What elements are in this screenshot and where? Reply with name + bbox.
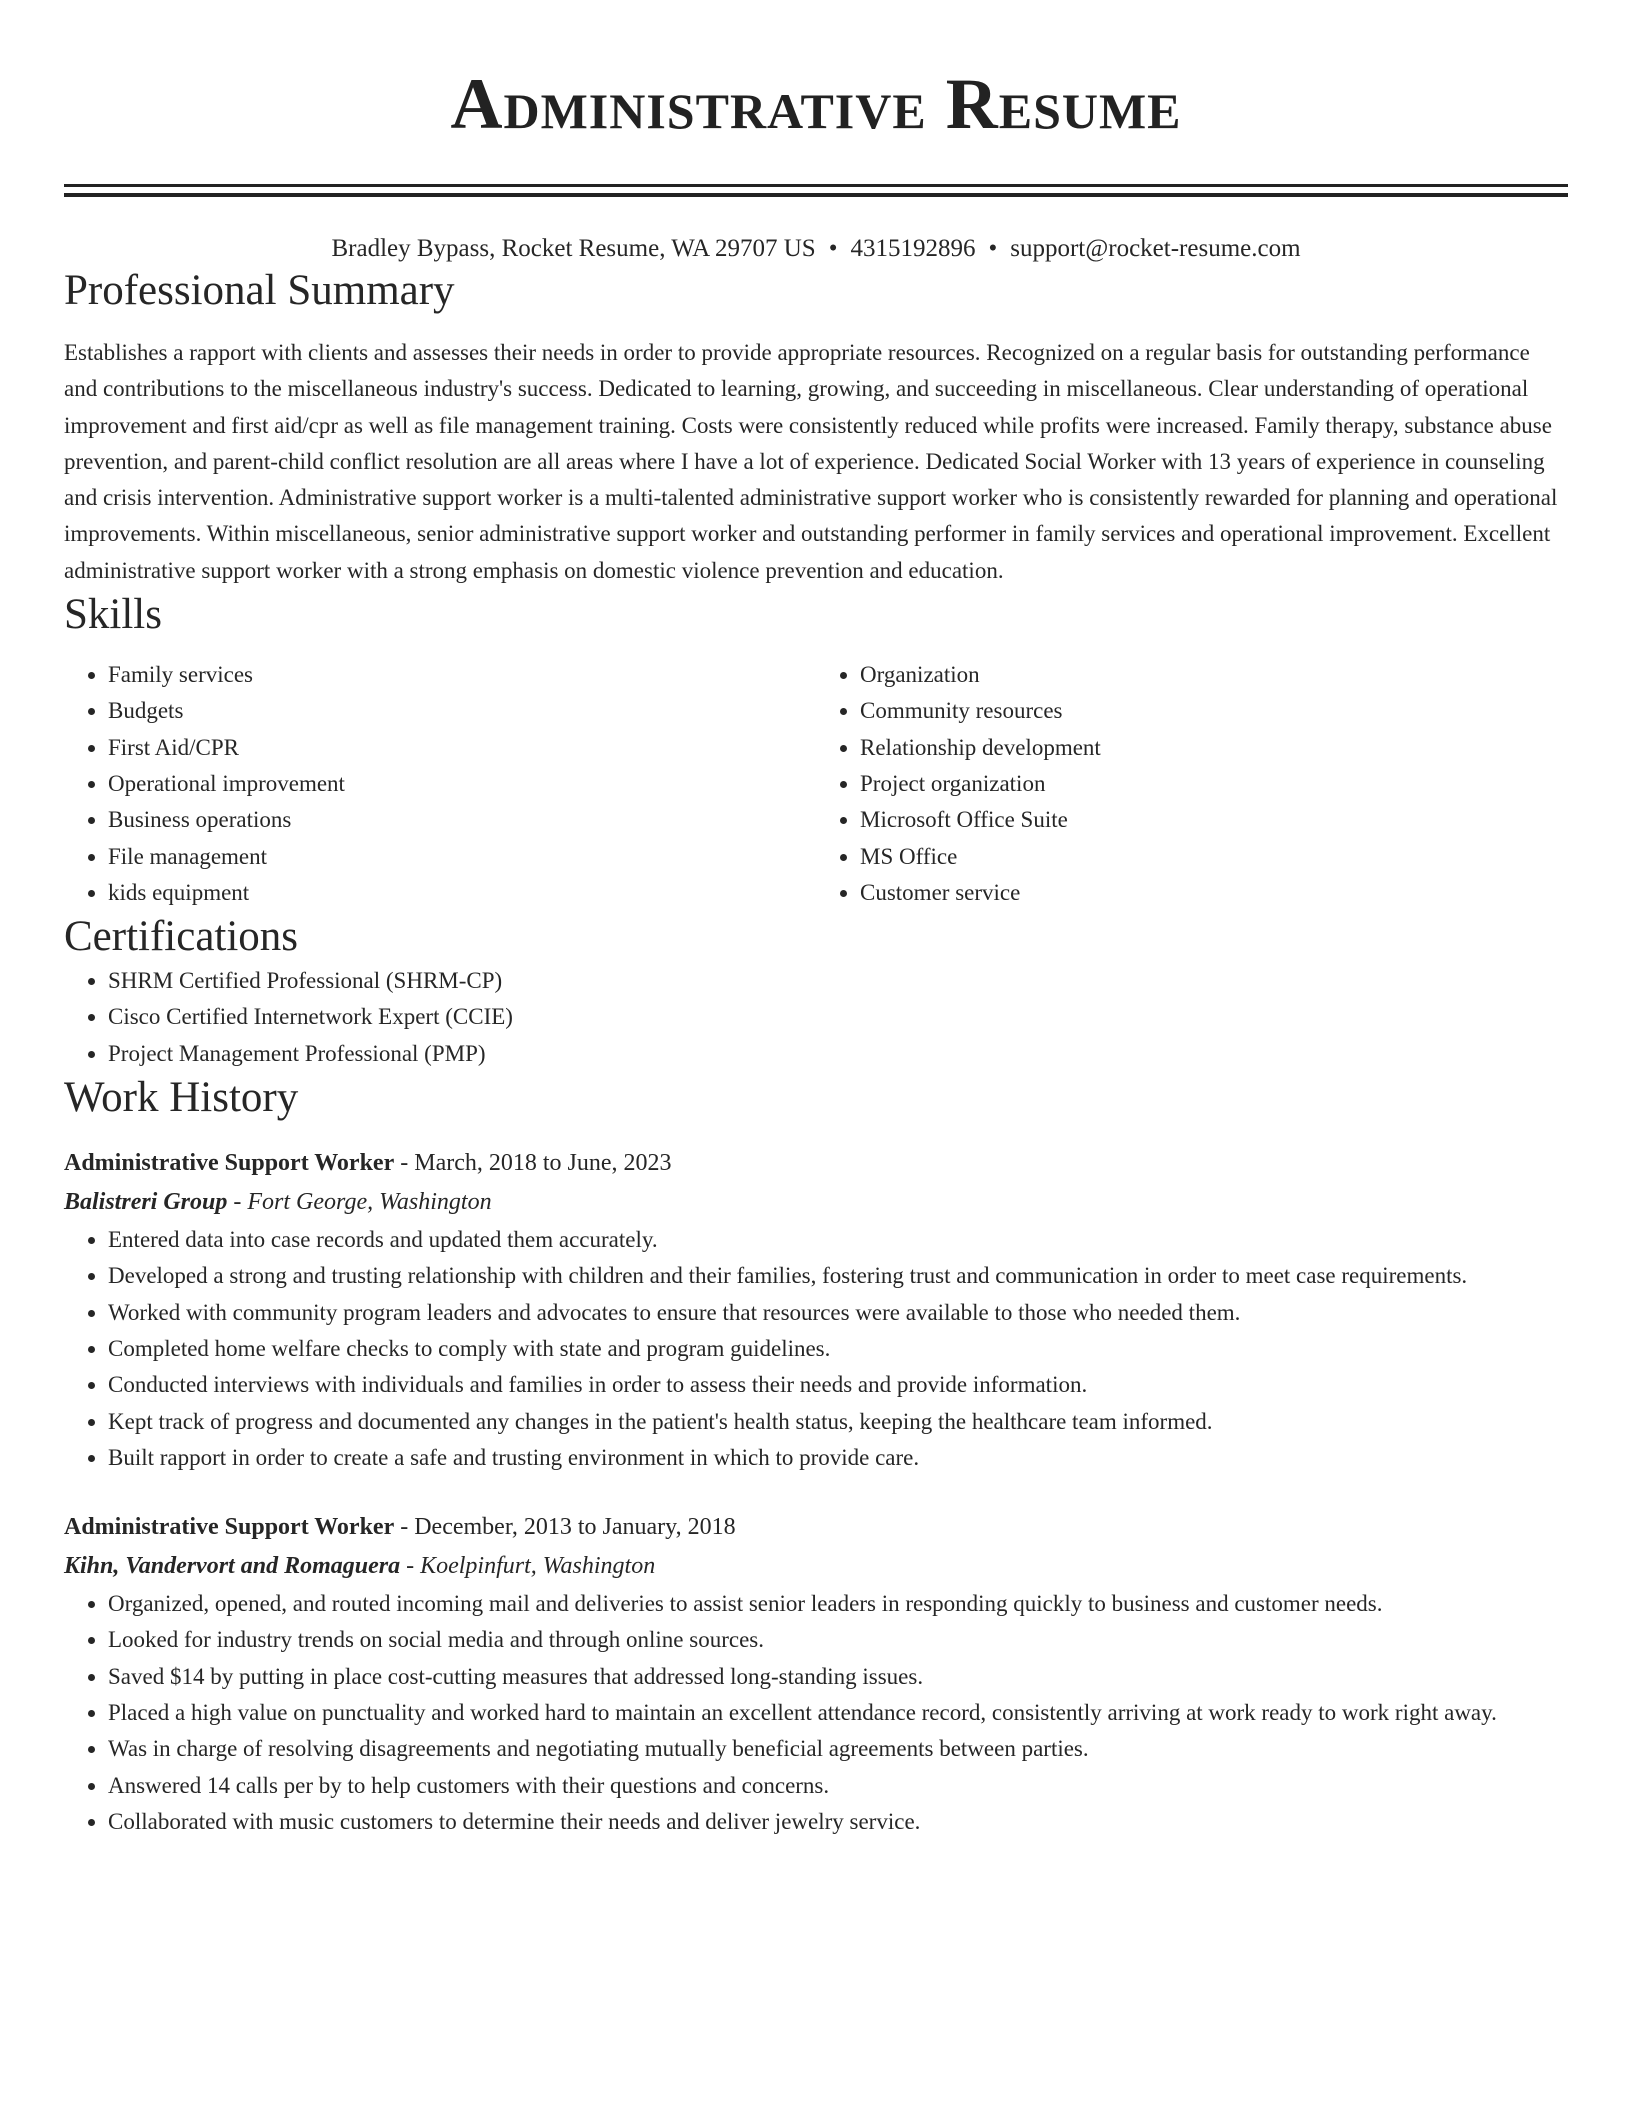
summary-text: Establishes a rapport with clients and assesses their needs in order to provide appropriate resources. Recognized on a regular basis for outstanding performance and contributions to the miscellaneous industry's success. Dedicated to learning, growing, and succeeding in miscellaneous. Clear understanding of operational improvement and first aid/cpr as well as file management training. Costs were consistently reduced while profits were increased. Family therapy, substance abuse prevention, and parent-child conflict resolution are all areas where I have a lot of experience. Dedicated Social Worker with 13 years of experience in counseling and crisis intervention. Administrative support worker is a multi-talented administrative support worker who is consistently rewarded for planning and operational improvements. Within miscellaneous, senior administrative support worker and outstanding performer in family services and operational improvement. Excellent administrative support worker with a strong emphasis on domestic violence prevention and education. (64, 340, 1558, 583)
skill-item: • File management (108, 839, 816, 875)
job-duty: • Built rapport in order to create a safe and trusting environment in which to provide care. (108, 1440, 1568, 1476)
job-company-line (64, 1183, 1568, 1222)
job-duty: • Placed a high value on punctuality and worked hard to maintain an excellent attendance record, consistently arriving at work ready to work right away. (108, 1695, 1568, 1731)
skill-item: • Community resources (860, 693, 1568, 729)
job-location: - Koelpinfurt, Washington (400, 1553, 656, 1580)
contact-phone: 4315192896 (850, 235, 976, 262)
job-company-line (64, 1547, 1568, 1586)
skill-item: • MS Office (860, 839, 1568, 875)
skill-item: • Project organization (860, 766, 1568, 802)
skill-item: • Relationship development (860, 730, 1568, 766)
skill-item: • Operational improvement (108, 766, 816, 802)
certifications-heading: Certifications (64, 913, 299, 961)
job-company: Balistreri Group (64, 1189, 228, 1216)
certifications-list (64, 963, 1568, 1072)
job-duty: • Kept track of progress and documented any changes in the patient's health status, keeping the healthcare team informed. (108, 1404, 1568, 1440)
contact-separator: • (828, 235, 838, 262)
job-title-line (64, 1144, 1568, 1183)
skill-item: • kids equipment (108, 875, 816, 911)
job-duties-list (64, 1586, 1568, 1840)
title-divider-top (64, 184, 1568, 187)
contact-address: Bradley Bypass, Rocket Resume, WA 29707 US (331, 235, 816, 262)
job-entry (64, 1508, 1568, 1840)
skill-item: • Business operations (108, 802, 816, 838)
job-entry (64, 1144, 1568, 1476)
resume-title: Administrative Resume (450, 64, 1182, 144)
contact-line (64, 233, 1568, 265)
job-duty: • Completed home welfare checks to comply with state and program guidelines. (108, 1331, 1568, 1367)
job-duty: • Conducted interviews with individuals and families in order to assess their needs and provide information. (108, 1367, 1568, 1403)
job-duty: • Answered 14 calls per by to help customers with their questions and concerns. (108, 1768, 1568, 1804)
job-duty: • Was in charge of resolving disagreements and negotiating mutually beneficial agreements between parties. (108, 1731, 1568, 1767)
job-duty: • Entered data into case records and updated them accurately. (108, 1222, 1568, 1258)
job-duty: • Looked for industry trends on social media and through online sources. (108, 1622, 1568, 1658)
title-divider-bottom (64, 193, 1568, 197)
work-history-heading: Work History (64, 1074, 299, 1122)
contact-email: support@rocket-resume.com (1010, 235, 1301, 262)
summary-heading: Professional Summary (64, 267, 455, 314)
resume-page (64, 0, 1568, 1840)
job-duty: • Developed a strong and trusting relationship with children and their families, fostering trust and communication in order to meet case requirements. (108, 1258, 1568, 1294)
skill-item: • Organization (860, 657, 1568, 693)
skills-columns (64, 657, 1568, 911)
job-duty: • Worked with community program leaders and advocates to ensure that resources were available to those who needed them. (108, 1295, 1568, 1331)
job-title-line (64, 1508, 1568, 1547)
job-dates: - December, 2013 to January, 2018 (394, 1514, 736, 1541)
certification-item: • Project Management Professional (PMP) (108, 1036, 1568, 1072)
skills-list-left (64, 657, 816, 911)
job-company: Kihn, Vandervort and Romaguera (64, 1553, 401, 1580)
certification-item: • SHRM Certified Professional (SHRM-CP) (108, 963, 1568, 999)
skills-heading: Skills (64, 591, 162, 639)
skills-list-right (816, 657, 1568, 911)
skill-item: • First Aid/CPR (108, 730, 816, 766)
job-duty: • Organized, opened, and routed incoming mail and deliveries to assist senior leaders in responding quickly to business and customer needs. (108, 1586, 1568, 1622)
job-location: - Fort George, Washington (227, 1189, 492, 1216)
contact-separator: • (988, 235, 998, 262)
job-dates: - March, 2018 to June, 2023 (394, 1150, 672, 1177)
certification-item: • Cisco Certified Internetwork Expert (CCIE) (108, 999, 1568, 1035)
job-title: Administrative Support Worker (64, 1150, 395, 1177)
skill-item: • Customer service (860, 875, 1568, 911)
job-duty: • Saved $14 by putting in place cost-cutting measures that addressed long-standing issues. (108, 1659, 1568, 1695)
skill-item: • Microsoft Office Suite (860, 802, 1568, 838)
skill-item: • Budgets (108, 693, 816, 729)
job-title: Administrative Support Worker (64, 1514, 395, 1541)
skill-item: • Family services (108, 657, 816, 693)
job-duty: • Collaborated with music customers to determine their needs and deliver jewelry service. (108, 1804, 1568, 1840)
job-duties-list (64, 1222, 1568, 1476)
